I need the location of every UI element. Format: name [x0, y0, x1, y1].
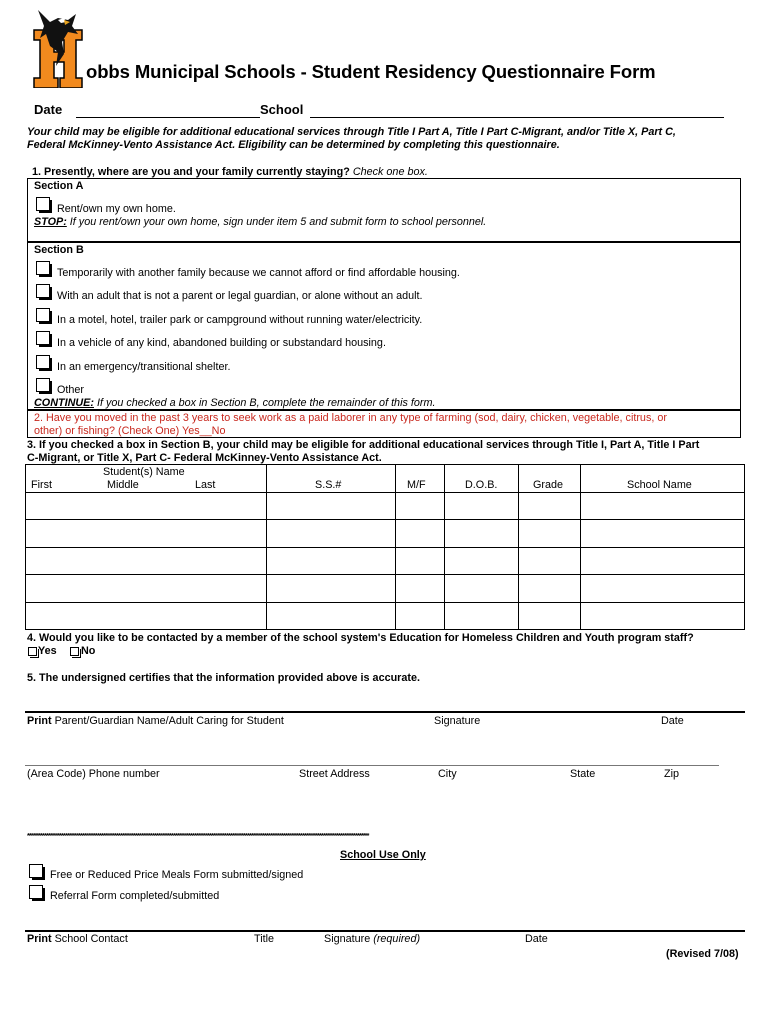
section-b-option-6: Other: [57, 384, 85, 396]
column-ssn: S.S.#: [315, 479, 342, 491]
table-row[interactable]: [25, 547, 744, 574]
stop-note: [34, 216, 486, 228]
print-bold: Print: [27, 715, 52, 727]
table-row[interactable]: [25, 574, 744, 602]
column-grade: Grade: [533, 479, 564, 491]
school-contact-label: [27, 933, 128, 945]
hawk-logo-icon: [28, 8, 84, 88]
section-b-checkbox-3[interactable]: [36, 308, 50, 322]
column-school-name: School Name: [627, 479, 692, 491]
revised-note: (Revised 7/08): [666, 948, 739, 960]
school-signature-label: [324, 933, 420, 945]
city-label: City: [438, 768, 457, 780]
section-a-heading: Section A: [34, 180, 84, 192]
guardian-signature-line[interactable]: [25, 711, 745, 713]
school-contact-line[interactable]: [25, 930, 745, 932]
section-b-option-5: In an emergency/transitional shelter.: [57, 361, 231, 373]
question-3-line-2: C-Migrant, or Title X, Part C- Federal McKinney-Vento Assistance Act.: [27, 452, 382, 464]
student-name-group-header: Student(s) Name: [103, 466, 185, 478]
meals-form-checkbox[interactable]: [29, 864, 43, 878]
separator-stars: ************************************************************************************************************************************************************************************: [27, 831, 369, 840]
state-label: State: [570, 768, 596, 780]
contact-yes-label: Yes: [38, 645, 57, 657]
continue-text: If you checked a box in Section B, complete the remainder of this form.: [96, 397, 436, 409]
referral-form-label: Referral Form completed/submitted: [50, 890, 220, 902]
section-b-option-2: With an adult that is not a parent or legal guardian, or alone without an adult.: [57, 290, 423, 302]
column-middle: Middle: [107, 479, 139, 491]
question-1-text: 1. Presently, where are you and your family currently staying?: [32, 166, 350, 178]
address-line[interactable]: [25, 765, 719, 766]
phone-label: (Area Code) Phone number: [27, 768, 160, 780]
zip-label: Zip: [664, 768, 679, 780]
date-field[interactable]: [76, 117, 260, 118]
contact-print-bold: Print: [27, 933, 52, 945]
question-3-line-1: 3. If you checked a box in Section B, your child may be eligible for additional educational services through Title I, Part A, Title I Part: [27, 439, 700, 451]
section-b-checkbox-2[interactable]: [36, 284, 50, 298]
school-label: School: [260, 102, 304, 117]
school-signature-note: (required): [373, 933, 421, 945]
section-b-checkbox-6[interactable]: [36, 378, 50, 392]
intro-line-2: Federal McKinney-Vento Assistance Act. Eligibility can be determined by completing this questionnaire.: [27, 139, 560, 151]
section-a-checkbox[interactable]: [36, 197, 50, 211]
question-1-instruction: Check one box.: [352, 166, 428, 178]
date-label: Date: [34, 102, 63, 117]
table-row[interactable]: [25, 519, 744, 547]
section-b-option-4: In a vehicle of any kind, abandoned building or substandard housing.: [57, 337, 386, 349]
column-sex: M/F: [407, 479, 426, 491]
question-4: 4. Would you like to be contacted by a member of the school system's Education for Homeless Children and Youth program staff?: [27, 632, 694, 644]
question-2-line-1: 2. Have you moved in the past 3 years to seek work as a paid laborer in any type of farming (sod, dairy, chicken, vegetable, citrus, or: [34, 412, 667, 424]
page-title: [86, 61, 656, 83]
table-row[interactable]: [25, 602, 744, 629]
column-last: Last: [195, 479, 216, 491]
school-date-label: Date: [525, 933, 548, 945]
section-b-heading: Section B: [34, 244, 84, 256]
section-b-option-3: In a motel, hotel, trailer park or campground without running water/electricity.: [57, 314, 423, 326]
question-5: 5. The undersigned certifies that the information provided above is accurate.: [27, 672, 420, 684]
page-title-text: obbs Municipal Schools - Student Residency Questionnaire Form: [86, 61, 656, 82]
school-use-heading: School Use Only: [340, 849, 426, 861]
school-title-label: Title: [254, 933, 274, 945]
column-first: First: [31, 479, 52, 491]
section-b-option-1: Temporarily with another family because we cannot afford or find affordable housing.: [57, 267, 460, 279]
guardian-signature-label: Signature: [434, 715, 481, 727]
contact-yes-checkbox[interactable]: [28, 647, 37, 656]
column-dob: D.O.B.: [465, 479, 498, 491]
table-row[interactable]: [25, 492, 744, 519]
section-b-checkbox-4[interactable]: [36, 331, 50, 345]
stop-text: If you rent/own your own home, sign under item 5 and submit form to school personnel.: [69, 216, 487, 228]
stop-label: STOP:: [34, 216, 67, 228]
school-field[interactable]: [310, 117, 724, 118]
school-logo: [28, 8, 84, 88]
contact-print-rest: School Contact: [51, 933, 128, 945]
school-signature-text: Signature: [324, 933, 371, 945]
section-a-option: Rent/own my own home.: [57, 203, 176, 215]
question-1: [32, 166, 428, 178]
continue-label: CONTINUE:: [34, 397, 94, 409]
contact-no-label: No: [81, 645, 96, 657]
guardian-print-label: [27, 715, 284, 727]
guardian-date-label: Date: [661, 715, 684, 727]
section-b-checkbox-5[interactable]: [36, 355, 50, 369]
question-2-line-2: other) or fishing? (Check One) Yes__No: [34, 425, 226, 437]
meals-form-label: Free or Reduced Price Meals Form submitted/signed: [50, 869, 304, 881]
student-table: [25, 464, 745, 630]
intro-line-1: Your child may be eligible for additional educational services through Title I Part A, Title I Part C-Migrant, and/or Title X, Part C,: [27, 126, 676, 138]
continue-note: [34, 397, 435, 409]
section-b-checkbox-1[interactable]: [36, 261, 50, 275]
street-label: Street Address: [299, 768, 370, 780]
contact-no-checkbox[interactable]: [70, 647, 79, 656]
referral-form-checkbox[interactable]: [29, 885, 43, 899]
print-rest: Parent/Guardian Name/Adult Caring for Student: [51, 715, 284, 727]
